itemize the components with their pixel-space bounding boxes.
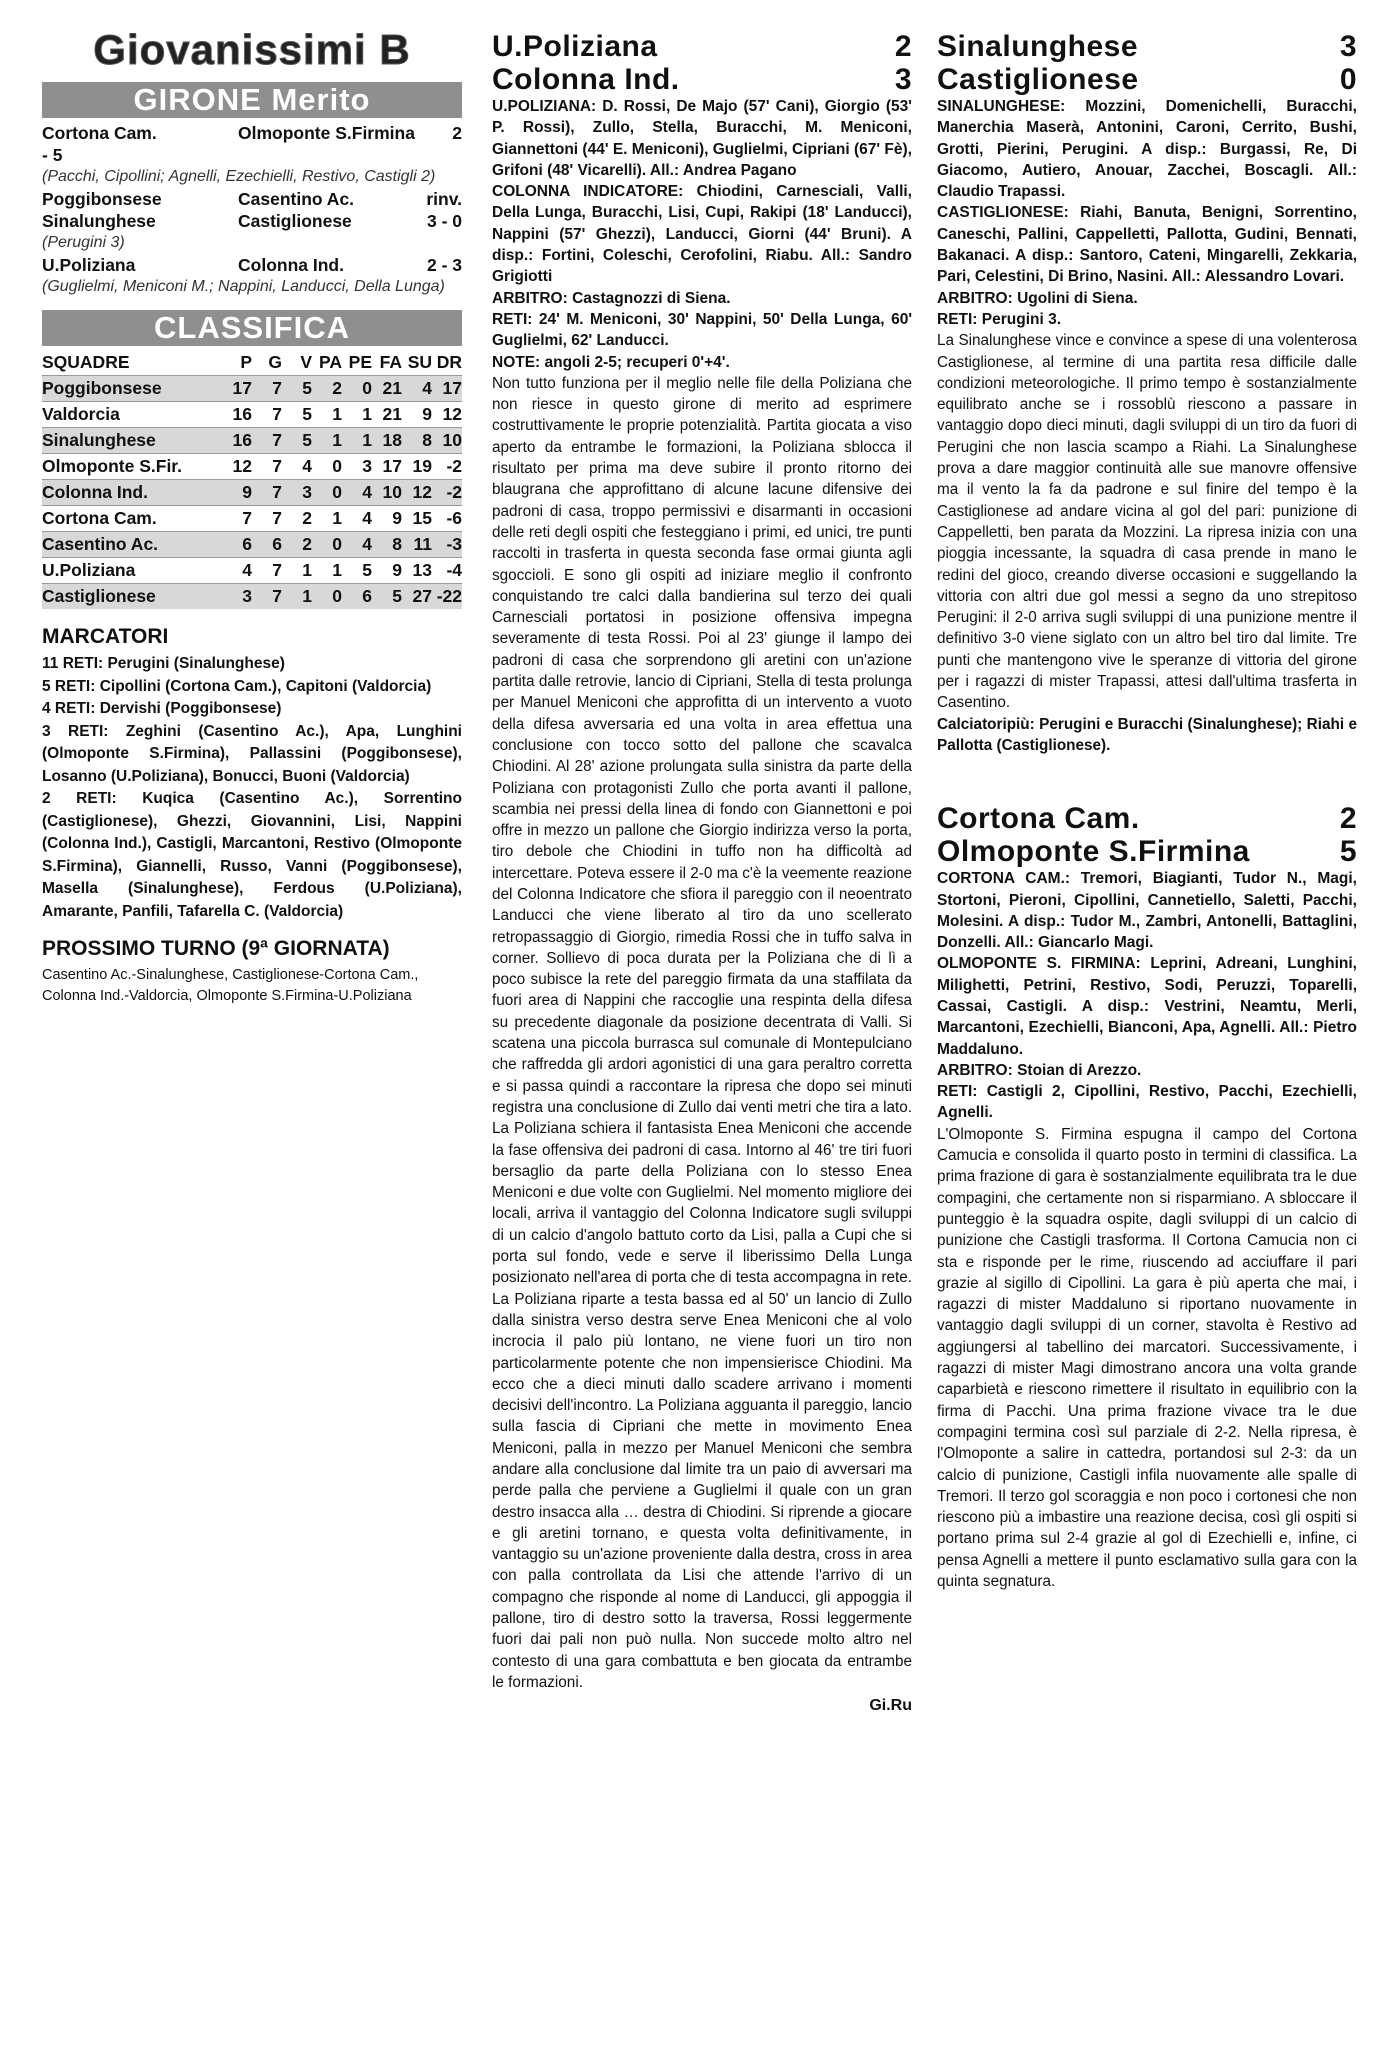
- standings-col-header: V: [300, 352, 312, 372]
- stat-cell: 4: [282, 454, 312, 480]
- stat-cell: 7: [252, 506, 282, 532]
- lineup-home: CORTONA CAM.: Tremori, Biagianti, Tudor N., Magi, Stortoni, Pieroni, Cipollini, Cannetiello, Saletti, Pacchi, Molesini. A disp.: Tudor M., Zambri, Antonelli, Battaglini, Donzelli. All.: Giancarlo Magi.: [937, 870, 1357, 952]
- stat-cell: 1: [282, 558, 312, 584]
- home-score: 2: [894, 30, 912, 63]
- match-title-home: [492, 30, 912, 63]
- stat-cell: 0: [342, 376, 372, 402]
- away-team: Colonna Ind.: [492, 63, 680, 96]
- lineup-home: U.POLIZIANA: D. Rossi, De Majo (57' Cani), Giorgio (53' P. Rossi), Zullo, Stella, Buracchi, M. Meniconi, Giannettoni (44' E. Meniconi), Guglielmi, Cipriani (67' Fè), Grifoni (48' Vicarelli). All.: Andrea Pagano: [492, 98, 912, 179]
- prossimo-turno-title: PROSSIMO TURNO (9ª GIORNATA): [42, 937, 390, 960]
- stat-cell: 10: [372, 480, 402, 506]
- stat-cell: 2: [282, 506, 312, 532]
- stat-cell: 11: [402, 532, 432, 558]
- stat-cell: 1: [312, 558, 342, 584]
- stat-cell: 5: [372, 584, 402, 610]
- match-title-away: [492, 63, 912, 96]
- stat-cell: 6: [342, 584, 372, 610]
- scorers: (Perugini 3): [42, 234, 125, 251]
- standings-row: [42, 480, 462, 506]
- stat-cell: 1: [312, 506, 342, 532]
- team-name: Castiglionese: [42, 584, 222, 610]
- stat-cell: 17: [222, 376, 252, 402]
- team-name: Cortona Cam.: [42, 506, 222, 532]
- stat-cell: 16: [222, 402, 252, 428]
- away-team: Casentino Ac.: [238, 189, 355, 209]
- stat-cell: 8: [372, 532, 402, 558]
- stat-cell: 1: [312, 402, 342, 428]
- home-team: Sinalunghese: [937, 30, 1139, 63]
- stat-cell: 2: [312, 376, 342, 402]
- stat-cell: 12: [222, 454, 252, 480]
- marcatori-title: MARCATORI: [42, 625, 169, 648]
- stat-cell: 6: [252, 532, 282, 558]
- result-item: [42, 122, 462, 188]
- result-item: [42, 254, 462, 298]
- score: 3 - 0: [426, 211, 462, 231]
- score: rinv.: [426, 189, 462, 209]
- stat-cell: 5: [282, 402, 312, 428]
- stat-cell: 1: [312, 428, 342, 454]
- home-score: 2: [1339, 802, 1357, 836]
- stat-cell: 0: [312, 532, 342, 558]
- team-name: Casentino Ac.: [42, 532, 222, 558]
- stat-cell: 8: [402, 428, 432, 454]
- scorers: (Pacchi, Cipollini; Agnelli, Ezechielli, Restivo, Castigli 2): [42, 168, 436, 185]
- score: 2: [452, 123, 462, 143]
- referee: ARBITRO: Stoian di Arezzo.: [937, 1061, 1142, 1079]
- stat-cell: 27: [402, 584, 432, 610]
- standings-row: [42, 558, 462, 584]
- standings-row: [42, 584, 462, 610]
- stat-cell: 7: [252, 454, 282, 480]
- right-column: [937, 30, 1357, 1592]
- stat-cell: 21: [372, 376, 402, 402]
- team-name: Valdorcia: [42, 402, 222, 428]
- scorers: (Guglielmi, Meniconi M.; Nappini, Landucci, Della Lunga): [42, 278, 445, 295]
- stat-cell: 0: [312, 480, 342, 506]
- match-title-home: [937, 802, 1357, 835]
- stat-cell: -22: [432, 584, 462, 610]
- stat-cell: -2: [432, 454, 462, 480]
- marcatori-line: 5 RETI: Cipollini (Cortona Cam.), Capitoni (Valdorcia): [42, 677, 432, 695]
- prossimo-turno-text: Casentino Ac.-Sinalunghese, Castiglionese-Cortona Cam., Colonna Ind.-Valdorcia, Olmoponte S.Firmina-U.Poliziana: [42, 967, 419, 1004]
- lineup-away: CASTIGLIONESE: Riahi, Banuta, Benigni, Sorrentino, Caneschi, Pallini, Cappelletti, Pallotta, Gudini, Bennati, Bakanaci. A disp.: Santoro, Cateni, Mingarelli, Zekkaria, Pari, Celestini, Di Brino, Nasini. All.: Alessandro Lovari.: [937, 204, 1357, 286]
- goals: RETI: Perugini 3.: [937, 310, 1062, 328]
- stat-cell: 7: [222, 506, 252, 532]
- stat-cell: 0: [312, 584, 342, 610]
- stat-cell: 6: [222, 532, 252, 558]
- away-team: Colonna Ind.: [238, 255, 344, 275]
- standings-row: [42, 402, 462, 428]
- stat-cell: 15: [402, 506, 432, 532]
- classifica-header: CLASSIFICA: [42, 310, 462, 346]
- away-team: Olmoponte S.Firmina: [937, 835, 1250, 869]
- match-title-home: [937, 30, 1357, 63]
- referee: ARBITRO: Castagnozzi di Siena.: [492, 289, 731, 307]
- result-item: [42, 210, 462, 254]
- marcatori-line: 11 RETI: Perugini (Sinalunghese): [42, 655, 285, 672]
- standings-table: [42, 350, 462, 609]
- goals: RETI: Castigli 2, Cipollini, Restivo, Pacchi, Ezechielli, Agnelli.: [937, 1083, 1357, 1122]
- marcatori-line: 3 RETI: Zeghini (Casentino Ac.), Apa, Lunghini (Olmoponte S.Firmina), Pallassini (Poggibonsese), Losanno (U.Poliziana), Bonucci, Buoni (Valdorcia): [42, 722, 462, 785]
- stat-cell: -3: [432, 532, 462, 558]
- away-team: Olmoponte S.Firmina: [238, 123, 415, 143]
- stat-cell: 9: [372, 506, 402, 532]
- standings-row: [42, 532, 462, 558]
- standings-col-header: FA: [379, 352, 402, 372]
- stat-cell: 17: [432, 376, 462, 402]
- marcatori-line: 2 RETI: Kuqica (Casentino Ac.), Sorrentino (Castiglionese), Ghezzi, Giovannini, Lisi, Nappini (Colonna Ind.), Castigli, Marcantoni, Restivo (Olmoponte S.Firmina), Giannelli, Russo, Vanni (Poggibonsese), Masella (Sinalunghese), Ferdous (U.Poliziana), Amarante, Panfili, Tafarella C. (Valdorcia): [42, 790, 462, 920]
- article-body: L'Olmoponte S. Firmina espugna il campo del Cortona Camucia e consolida il quarto posto in termini di classifica. La prima frazione di gara è sostanzialmente equilibrata tra le due compagini, che certamente non si risparmiano. A sbloccare il punteggio è la squadra ospite, dagli sviluppi di un calcio di punizione che Castigli trasforma. Il Cortona Camucia non ci sta e risponde per le rime, riuscendo ad acciuffare il pari grazie al sigillo di Cipollini. La gara è più aperta che mai, i ragazzi di mister Maddaluno si riportano nuovamente in vantaggio dagli sviluppi di un corner, stavolta è Restivo ad aggiungersi al tabellino dei marcatori. Successivamente, i ragazzi di mister Magi dimostrano ancora una volta grande caparbietà e riescono rimettere il risultato in equilibrio con la firma di Pacchi. Una prima frazione vivace tra le due compagini termina così sul parziale di 2-2. Nella ripresa, è l'Olmoponte a salire in cattedra, portandosi sul 2-3: da un calcio di punizione, Castigli infila nuovamente alle spalle di Tremori. Il terzo gol scoraggia e non poco i cortonesi che non riescono più a imbastire una reazione decisa, così gli ospiti si portano prima sul 2-4 grazie al gol di Ezechielli e, infine, ci pensa Agnelli a mettere il punto esclamativo sulla gara con la quinta segnatura.: [937, 1125, 1357, 1590]
- team-name: Poggibonsese: [42, 376, 222, 402]
- team-name: Colonna Ind.: [42, 480, 222, 506]
- article-body: Non tutto funziona per il meglio nelle file della Poliziana che non riesce in questo girone di merito ad esprimere costruttivamente le proprie potenzialità. Partita giocata a viso aperto da entrambe le formazioni, la Poliziana sblocca il risultato per prima ma deve subire il pronto ritorno dei blaugrana che approfittano di alcune lacune difensive dei padroni di casa, troppo permissivi e disarmanti in occasioni delle reti degli ospiti che festeggiano i primi, ed unici, tre punti raccolti in trasferta in questa seconda fase ormai giunta agli sgoccioli. E sono gli ospiti ad iniziare meglio il confronto conquistando tre calci dalla bandierina sul terzo dei quali Carnesciali portatosi in posizione offensiva impegna severamente di testa Rossi. Poi al 23' giunge il lampo dei padroni di casa che sorprendono gli aretini con un'azione partita dalle retrovie, lancio di Cipriani, Stella di testa prolunga per Manuel Meniconi che approfitta di un intervento a vuoto della difesa avversaria ed una volta in area effettua una conclusione con tocco sotto del pallone che scavalca Chiodini. Al 28' azione prolungata sulla sinistra da parte della Poliziana con protagonisti Zullo che porta avanti il pallone, scambia nei pressi della linea di fondo con Giannettoni e poi offre in mezzo un pallone che Giorgio indirizza verso la porta, tiro debole che Chiodini in tuffo non ha difficoltà ad intercettare. Poteva essere il 2-0 ma c'è la veemente reazione del Colonna Indicatore che sfiora il pareggio con il neoentrato Landucci che viene liberato al tiro da uno scellerato retropassaggio di Giorgio, rimedia Rossi che in tuffo salva in corner. Sollievo di poca durata per la Poliziana che di lì a poco subisce la rete del pareggio firmata da una staffilata da fuori area di Nappini che raccoglie una respinta della difesa su precedente diagonale da posizione decentrata di Valli. Si scatena una piccola burrasca sul comunale di Montepulciano che raffredda gli ardori agonistici di una gara peraltro corretta e si passa quindi a raccontare la ripresa che dopo sei minuti registra una conclusione di Zullo dai venti metri che tira a lato. La Poliziana schiera il fantasista Enea Meniconi che accende la fase offensiva dei padroni di casa. Intorno al 46' tre tiri fuori bersaglio da parte della Poliziana con lo stesso Enea Meniconi e due volte con Guglielmi. Nel momento migliore dei locali, arriva il vantaggio del Colonna Indicatore sugli sviluppi di un calcio d'angolo battuto corto da Lisi, palla a Cupi che si porta sul fondo, vede e serve il liberissimo Della Lunga posizionato nell'area di porta che di testa accompagna in rete. La Poliziana riparte a testa bassa ed al 50' un lancio di Zullo dalla sinistra verso destra serve Enea Meniconi che al volo incrocia il palo più lontano, ne viene fuori un tiro non particolarmente potente che non impensierisce Chiodini. Ma ecco che a dieci minuti dallo scadere arrivano i momenti decisivi dell'incontro. La Poliziana agguanta il pareggio, lancio sulla fascia di Cipriani che mette in movimento Enea Meniconi, palla in mezzo per Manuel Meniconi che sembra andare alla conclusione dal limite tra un paio di avversari ma perde palla che perviene a Guglielmi il quale con un gran destro insacca alla … destra di Chiodini. Si riprende a giocare e gli aretini tornano, e questa volta definitivamente, in vantaggio su un'azione proveniente dalla destra, cross in area con palla controllata da Lisi che attende l'arrivo di un compagno che risponde al nome di Landucci, gli appoggia il pallone, tiro di destro sotto la traversa, Rossi leggermente fuori dai pali non può nulla. Non succede molto altro nel contesto di una gara combattuta e ben giocata da entrambe le formazioni.: [492, 374, 912, 1691]
- stat-cell: 19: [402, 454, 432, 480]
- stat-cell: 7: [252, 428, 282, 454]
- stat-cell: 16: [222, 428, 252, 454]
- stat-cell: 5: [282, 376, 312, 402]
- standings-body: [42, 376, 462, 610]
- home-team: Cortona Cam.: [937, 802, 1140, 836]
- stat-cell: 3: [282, 480, 312, 506]
- calciatoripiu: Calciatoripiù: Perugini e Buracchi (Sinalunghese); Riahi e Pallotta (Castiglionese).: [937, 715, 1357, 754]
- girone-header: GIRONE Merito: [42, 82, 462, 118]
- match-title-away: [937, 835, 1357, 868]
- team-name: U.Poliziana: [42, 558, 222, 584]
- team-name: Olmoponte S.Fir.: [42, 454, 222, 480]
- author-signature: Gi.Ru: [869, 1697, 912, 1715]
- team-name: Sinalunghese: [42, 428, 222, 454]
- stat-cell: 13: [402, 558, 432, 584]
- score: 2 - 3: [426, 255, 462, 275]
- stat-cell: 0: [312, 454, 342, 480]
- lineup-away: COLONNA INDICATORE: Chiodini, Carnesciali, Valli, Della Lunga, Buracchi, Lisi, Cupi, Rakipi (18' Landucci), Nappini (57' Ghezzi), Landucci, Giorni (44' Bruni). A disp.: Fortini, Coleschi, Cerofolini, Riabu. All.: Sandro Grigiotti: [492, 183, 912, 286]
- stat-cell: 4: [342, 506, 372, 532]
- stat-cell: 7: [252, 558, 282, 584]
- stat-cell: 5: [342, 558, 372, 584]
- standings-col-header: G: [268, 352, 282, 372]
- home-team: Sinalunghese: [42, 211, 156, 231]
- article-body: La Sinalunghese vince e convince a spese di una volenterosa Castiglionese, al termine di una partita resa difficile dalle condizioni meteorologiche. Il primo tempo è sostanzialmente equilibrato anche se i rossoblù riescono a passare in vantaggio dopo dieci minuti, dagli sviluppi di un tiro da fuori di Perugini che non lascia scampo a Riahi. La Sinalunghese prova a dare maggior continuità alle sue manovre offensive ma il vento la fa da padrone e sul finire del tempo è la Castiglionese ad andare vicina al gol del pari: punizione di Cappelletti, ben parata da Mozzini. La ripresa inizia con una pioggia incessante, la squadra di casa prende in mano le redini del gioco, creando diverse occasioni e suggellando la vittoria con altri due gol messi a segno da uno strepitoso Perugini: il 2-0 arriva sugli sviluppi di una punizione mentre il definitivo 3-0 viene siglato con un altro bel tiro dal limite. Tre punti che mantengono vive le speranze di vittoria del girone per i ragazzi di mister Trapassi, attesi dall'ultima trasferta in Casentino.: [937, 332, 1357, 712]
- home-team: U.Poliziana: [492, 30, 658, 63]
- marcatori-line: 4 RETI: Dervishi (Poggibonsese): [42, 700, 282, 717]
- referee: ARBITRO: Ugolini di Siena.: [937, 289, 1138, 307]
- goals: RETI: 24' M. Meniconi, 30' Nappini, 50' Della Lunga, 60' Guglielmi, 62' Landucci.: [492, 310, 912, 350]
- stat-cell: 4: [402, 376, 432, 402]
- standings-col-header: PE: [348, 352, 372, 372]
- left-column: [42, 26, 462, 1007]
- standings-col-header: P: [240, 352, 252, 372]
- stat-cell: 4: [342, 532, 372, 558]
- lineup-away: OLMOPONTE S. FIRMINA: Leprini, Adreani, Lunghini, Milighetti, Petrini, Restivo, Sodi, Peruzzi, Toparelli, Cassai, Castigli. A disp.: Vestrini, Neamtu, Merli, Marcantoni, Ezechielli, Bianconi, Apa, Agnelli. All.: Pietro Maddaluno.: [937, 955, 1357, 1058]
- page-title: Giovanissimi B: [93, 26, 411, 73]
- result-item: [42, 188, 462, 210]
- stat-cell: 9: [372, 558, 402, 584]
- stat-cell: 9: [402, 402, 432, 428]
- standings-row: [42, 376, 462, 402]
- stat-cell: 17: [372, 454, 402, 480]
- standings-row: [42, 454, 462, 480]
- stat-cell: 1: [342, 428, 372, 454]
- lineup-home: SINALUNGHESE: Mozzini, Domenichelli, Buracchi, Manerchia Maserà, Antonini, Caroni, Cerrito, Bushi, Grotti, Pierini, Perugini. A disp.: Burgassi, Re, Di Giacomo, Autiero, Anouar, Zacchei, Boscagli. All.: Claudio Trapassi.: [937, 98, 1357, 201]
- home-score: 3: [1339, 30, 1357, 63]
- stat-cell: -6: [432, 506, 462, 532]
- away-score: 0: [1339, 63, 1357, 96]
- score-continued: - 5: [42, 145, 63, 165]
- stat-cell: 9: [222, 480, 252, 506]
- standings-col-header: DR: [436, 352, 462, 372]
- stat-cell: -4: [432, 558, 462, 584]
- home-team: Cortona Cam.: [42, 123, 157, 143]
- home-team: U.Poliziana: [42, 255, 136, 275]
- stat-cell: 7: [252, 376, 282, 402]
- stat-cell: 21: [372, 402, 402, 428]
- stat-cell: 10: [432, 428, 462, 454]
- stat-cell: 4: [222, 558, 252, 584]
- stat-cell: 12: [402, 480, 432, 506]
- stat-cell: 7: [252, 480, 282, 506]
- stat-cell: 3: [222, 584, 252, 610]
- away-score: 3: [894, 63, 912, 96]
- away-team: Castiglionese: [937, 63, 1139, 96]
- stat-cell: 7: [252, 584, 282, 610]
- standings-col-header: SU: [407, 352, 432, 372]
- stat-cell: 1: [342, 402, 372, 428]
- stat-cell: 12: [432, 402, 462, 428]
- stat-cell: 1: [282, 584, 312, 610]
- stat-cell: 3: [342, 454, 372, 480]
- notes: NOTE: angoli 2-5; recuperi 0'+4'.: [492, 353, 730, 371]
- stat-cell: 4: [342, 480, 372, 506]
- stat-cell: -2: [432, 480, 462, 506]
- stat-cell: 7: [252, 402, 282, 428]
- middle-column: [492, 30, 912, 1715]
- stat-cell: 18: [372, 428, 402, 454]
- match-title-away: [937, 63, 1357, 96]
- standings-row: [42, 428, 462, 454]
- results-list: [42, 122, 462, 298]
- away-team: Castiglionese: [238, 211, 352, 231]
- away-score: 5: [1339, 835, 1357, 869]
- section-title: [42, 26, 462, 73]
- standings-col-header: PA: [318, 352, 342, 372]
- home-team: Poggibonsese: [42, 189, 162, 209]
- standings-header-row: [42, 350, 462, 376]
- stat-cell: 2: [282, 532, 312, 558]
- stat-cell: 5: [282, 428, 312, 454]
- standings-col-header: SQUADRE: [42, 352, 130, 372]
- standings-row: [42, 506, 462, 532]
- marcatori-list: [42, 653, 462, 923]
